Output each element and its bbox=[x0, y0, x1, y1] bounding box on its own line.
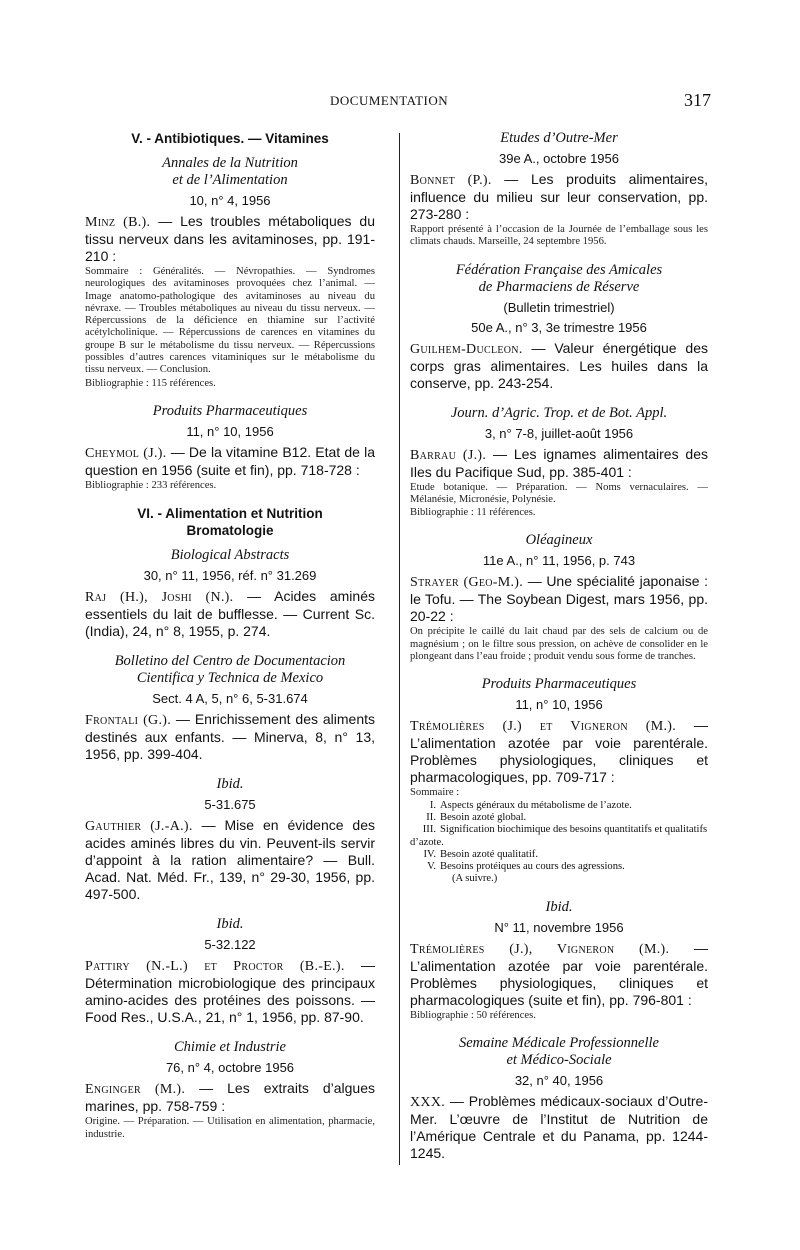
list-item-number: V. bbox=[427, 861, 436, 873]
journal-title: Ibid. bbox=[216, 776, 244, 793]
entry-summary: Origine. — Préparation. — Utilisation en alimentation, pharmacie, industrie. bbox=[85, 1116, 375, 1140]
column-divider bbox=[399, 133, 400, 1165]
journal-title: Bolletino del Centro de Documentacion bbox=[114, 653, 346, 670]
issue-line: 11, n° 10, 1956 bbox=[186, 423, 274, 439]
running-header bbox=[0, 90, 800, 113]
entry-author: Trémolières (J.) et Vigneron (M.). bbox=[410, 719, 677, 735]
issue-line: 5-31.675 bbox=[204, 797, 256, 813]
entry-text bbox=[85, 588, 375, 640]
journal-title: et Médico-Sociale bbox=[506, 1052, 612, 1069]
entry-title: — Une spécialité japonaise : le Tofu. — The Soybean Digest, mars 1956, pp. 20-22 : bbox=[410, 573, 709, 625]
entry-summary: Rapport présenté à l’occasion de la Journée de l’emballage sous les climats chauds. Marseille, 24 septembre 1956. bbox=[410, 224, 708, 248]
journal-title: Ibid. bbox=[216, 916, 244, 933]
issue-line: 10, n° 4, 1956 bbox=[189, 193, 271, 208]
entry-text bbox=[410, 446, 708, 481]
entry-bibliography: Bibliographie : 11 références. bbox=[410, 507, 536, 519]
journal-title: Produits Pharmaceutiques bbox=[152, 402, 308, 419]
entry-title: — Problèmes médicaux-sociaux d’Outre-Mer. L’œuvre de l’Institut de Nutrition de l’Amérique Centrale et du Panama, pp. 1244-1245. bbox=[410, 1093, 708, 1162]
entry-author: Gauthier (J.-A.). bbox=[85, 819, 193, 835]
list-item bbox=[410, 861, 708, 873]
entry-text bbox=[85, 711, 375, 763]
entry-bibliography: Bibliographie : 115 références. bbox=[85, 377, 216, 389]
journal-title: Semaine Médicale Professionnelle bbox=[459, 1035, 659, 1052]
list-item-number: III. bbox=[422, 824, 436, 836]
running-title: DOCUMENTATION bbox=[330, 93, 449, 108]
journal-title: Fédération Française des Amicales bbox=[455, 261, 663, 278]
entry-summary: On précipite le caillé du lait chaud par des sels de calcium ou de magnésium ; on le filtre sous pression, on achève de consolider en le plongeant dans l’eau froide ; produit vendu sous forme de tranches. bbox=[410, 626, 708, 663]
entry-text bbox=[410, 940, 708, 1009]
journal-title: Biological Abstracts bbox=[170, 547, 290, 564]
issue-line: 5-32.122 bbox=[204, 937, 256, 953]
bibliography-entry-tremolieres-1 bbox=[410, 676, 708, 885]
entry-author: Barrau (J.). bbox=[410, 447, 487, 463]
entry-text bbox=[410, 717, 708, 786]
section-heading-vi bbox=[85, 505, 375, 539]
entry-text bbox=[85, 213, 375, 265]
entry-title: — L’alimentation azotée par voie parentérale. Problèmes physiologiques, cliniques et pharmacologiques (suite et fin), pp. 796-801 : bbox=[410, 939, 709, 1008]
list-item-text: Besoin azoté global. bbox=[440, 811, 527, 823]
journal-title: Ibid. bbox=[545, 898, 573, 915]
entry-author: Strayer (Geo-M.). bbox=[410, 575, 524, 591]
entry-text bbox=[410, 340, 708, 392]
issue-line: 11, n° 10, 1956 bbox=[515, 697, 603, 713]
issue-line: 30, n° 11, 1956, réf. n° 31.269 bbox=[143, 568, 317, 584]
journal-title: Chimie et Industrie bbox=[174, 1039, 286, 1056]
bibliography-entry-raj bbox=[85, 547, 375, 640]
bibliography-entry-cheymol bbox=[85, 403, 375, 492]
entry-title: — Mise en évidence des acides aminés libres du vin. Peuvent-ils servir d’appoint à la ration alimentaire? — Bull. Acad. Nat. Méd. Fr., 139, n° 29-30, 1956, pp. 497-500. bbox=[85, 817, 376, 903]
entry-author: Minz (B.). bbox=[85, 215, 151, 230]
entry-author: Enginger (M.). bbox=[85, 1082, 186, 1098]
bibliography-entry-bonnet bbox=[410, 130, 708, 249]
list-item-text: Signification biochimique des besoins quantitatifs et qualitatifs d’azote. bbox=[410, 824, 708, 848]
entry-title: — De la vitamine B12. Etat de la question en 1956 (suite et fin), pp. 718-728 : bbox=[85, 443, 375, 478]
list-item bbox=[410, 812, 708, 824]
entry-summary: Sommaire : Généralités. — Névropathies. — Syndromes neurologiques des avitaminoses provoquées chez l’animal. — Image anatomo-pathologique des avitaminoses au niveau du névraxe. — Troubles métaboliques au niveau du tissu nerveux. — Répercussions de la déficience en thiamine sur l’activité acétylcholinique. — Répercussions de carences en vitamines du groupe B sur le métabolisme du tissu nerveux. — Répercussions possibles d’autres carences vitaminiques sur le métabolisme du tissu nerveux. — Conclusion. bbox=[85, 266, 375, 376]
list-item-number: II. bbox=[426, 811, 436, 823]
bibliography-entry-minz bbox=[85, 155, 375, 390]
journal-title: Journ. d’Agric. Trop. et de Bot. Appl. bbox=[450, 404, 668, 421]
entry-author: Bonnet (P.). bbox=[410, 173, 492, 188]
summary-label: Sommaire : bbox=[410, 787, 460, 799]
entry-author: Trémolières (J.), Vigneron (M.). bbox=[410, 941, 670, 957]
bibliography-entry-gauthier bbox=[85, 776, 375, 903]
entry-author: Frontali (G.). bbox=[85, 713, 172, 729]
entry-title: — Les troubles métaboliques du tissu nerveux dans les avitaminoses, pp. 191-210 : bbox=[85, 213, 375, 264]
bibliography-entry-frontali bbox=[85, 653, 375, 763]
page-number: 317 bbox=[684, 90, 711, 110]
issue-line: 76, n° 4, octobre 1956 bbox=[165, 1060, 295, 1076]
journal-title: Cientifica y Technica de Mexico bbox=[136, 670, 324, 687]
journal-title: Oléagineux bbox=[525, 532, 593, 549]
entry-title: — Valeur énergétique des corps gras alimentaires. Les huiles dans la conserve, pp. 243-254. bbox=[410, 339, 709, 391]
section-heading-line: Bromatologie bbox=[186, 523, 274, 539]
list-item bbox=[410, 800, 708, 812]
journal-title: Produits Pharmaceutiques bbox=[481, 676, 637, 693]
list-item bbox=[410, 849, 708, 861]
bibliography-entry-enginger bbox=[85, 1039, 375, 1141]
issue-line: 32, n° 40, 1956 bbox=[514, 1073, 604, 1089]
journal-title: Etudes d’Outre-Mer bbox=[500, 130, 618, 146]
entry-text bbox=[410, 1093, 708, 1162]
bibliography-entry-xxx bbox=[410, 1035, 708, 1162]
journal-title: et de l’Alimentation bbox=[172, 172, 288, 188]
right-column bbox=[410, 130, 708, 1162]
entry-author: Guilhem-Ducleon. bbox=[410, 341, 523, 357]
list-item-number: I. bbox=[429, 799, 436, 811]
issue-line: 39e A., octobre 1956 bbox=[499, 151, 619, 166]
entry-title: — Les extraits d’algues marines, pp. 758-759 : bbox=[85, 1080, 375, 1115]
issue-line: Sect. 4 A, 5, n° 6, 5-31.674 bbox=[152, 691, 308, 707]
entry-title: — L’alimentation azotée par voie parentérale. Problèmes physiologiques, cliniques et pharmacologiques, pp. 709-717 : bbox=[410, 717, 708, 786]
left-column bbox=[85, 130, 375, 1141]
entry-author: Cheymol (J.). bbox=[85, 445, 167, 461]
section-heading-line: VI. - Alimentation et Nutrition bbox=[137, 506, 323, 522]
entry-text bbox=[85, 817, 375, 903]
entry-bibliography: Bibliographie : 233 références. bbox=[85, 479, 217, 491]
journal-title: Annales de la Nutrition bbox=[162, 155, 298, 171]
entry-text bbox=[410, 573, 708, 625]
issue-line: 50e A., n° 3, 3e trimestre 1956 bbox=[471, 319, 647, 335]
entry-author: XXX. bbox=[410, 1095, 446, 1111]
entry-text bbox=[410, 171, 708, 223]
bibliography-entry-strayer bbox=[410, 532, 708, 663]
list-item-number: IV. bbox=[423, 848, 436, 860]
entry-title: — Détermination microbiologique des principaux amino-acides des protéines des poissons. — Food Res., U.S.A., 21, n° 1, 1956, pp. 87-90. bbox=[85, 957, 375, 1026]
list-item-text: Besoins protéiques au cours des agressions. bbox=[440, 861, 625, 873]
issue-line: N° 11, novembre 1956 bbox=[494, 919, 624, 935]
list-item bbox=[410, 824, 708, 849]
entry-summary: Etude botanique. — Préparation. — Noms vernaculaires. — Mélanésie, Micronésie, Polynésie. bbox=[410, 481, 708, 505]
bibliography-entry-guilhem bbox=[410, 262, 708, 392]
bibliography-entry-tremolieres-2 bbox=[410, 899, 708, 1022]
entry-text bbox=[85, 1080, 375, 1115]
entry-bibliography: Bibliographie : 50 références. bbox=[410, 1009, 536, 1021]
entry-title: — Enrichissement des aliments destinés aux enfants. — Minerva, 8, n° 13, 1956, pp. 399-404. bbox=[85, 711, 376, 763]
list-item-text: Aspects généraux du métabolisme de l’azote. bbox=[440, 799, 632, 811]
entry-text bbox=[85, 444, 375, 479]
journal-title: de Pharmaciens de Réserve bbox=[478, 278, 640, 295]
summary-list bbox=[410, 800, 708, 886]
journal-subtitle: (Bulletin trimestriel) bbox=[503, 299, 615, 315]
to-be-continued: (A suivre.) bbox=[452, 873, 498, 885]
issue-line: 11e A., n° 11, 1956, p. 743 bbox=[482, 553, 636, 569]
entry-title: — Acides aminés essentiels du lait de bufflesse. — Current Sc. (India), 24, n° 8, 1955, p. 274. bbox=[85, 588, 375, 640]
section-heading-v: V. - Antibiotiques. — Vitamines bbox=[131, 131, 329, 146]
bibliography-entry-pattiry bbox=[85, 916, 375, 1026]
list-item-text: Besoin azoté qualitatif. bbox=[440, 848, 538, 860]
issue-line: 3, n° 7-8, juillet-août 1956 bbox=[484, 425, 634, 441]
entry-text bbox=[85, 957, 375, 1026]
entry-title: — Les produits alimentaires, influence du milieu sur leur conservation, pp. 273-280 : bbox=[410, 171, 708, 222]
entry-title: — Les ignames alimentaires des Iles du Pacifique Sud, pp. 385-401 : bbox=[410, 445, 708, 480]
bibliography-entry-barrau bbox=[410, 405, 708, 520]
entry-author: Raj (H.), Joshi (N.). bbox=[85, 590, 234, 606]
entry-author: Pattiry (N.-L.) et Proctor (B.-E.). bbox=[85, 959, 345, 975]
